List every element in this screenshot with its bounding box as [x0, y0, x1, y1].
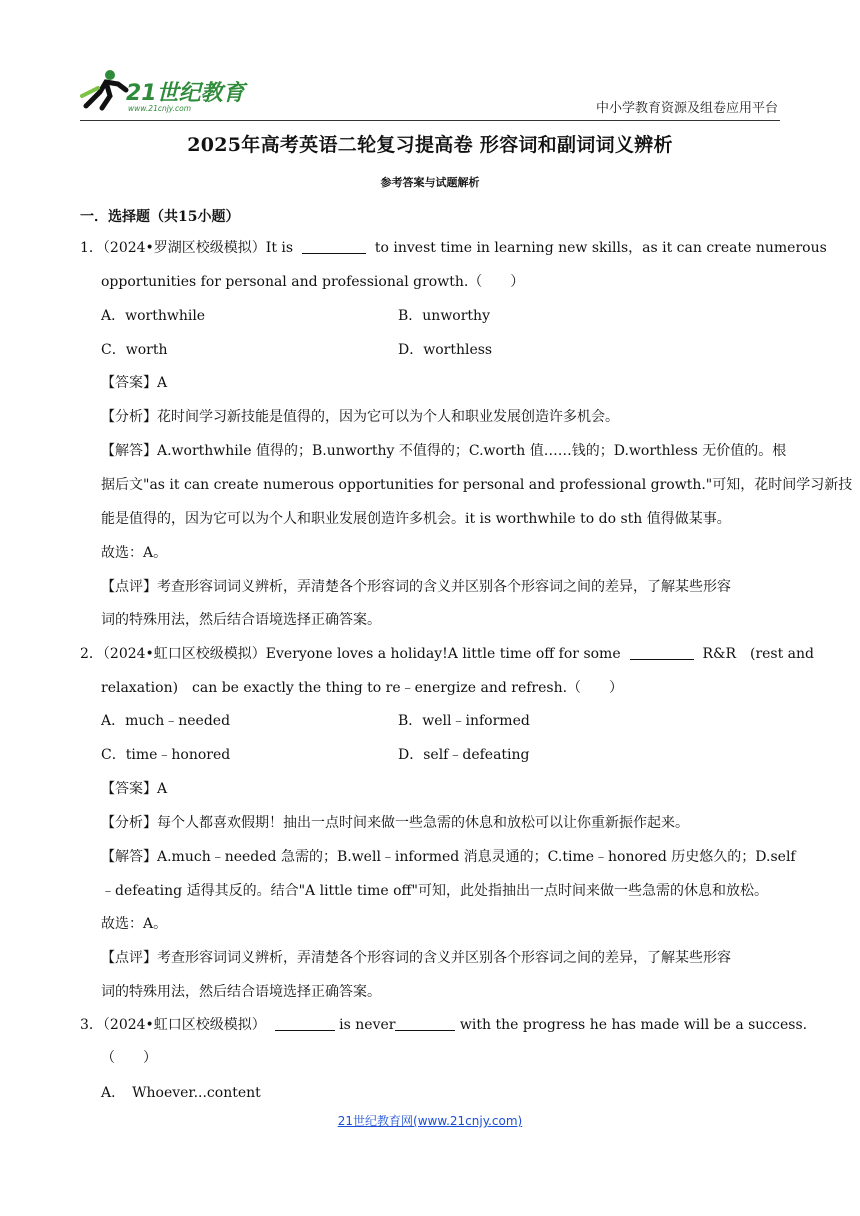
q1-comment-line2: 词的特殊用法，然后结合语境选择正确答案。 — [101, 612, 381, 628]
page-title: 2025年高考英语二轮复习提高卷 形容词和副词词义辨析 — [187, 134, 673, 156]
q2-stem-line1: 2．（2024•虹口区校级模拟）Everyone loves a holiday!A little time off for some R&R (rest and — [80, 646, 815, 662]
q1-option-c: C．worth — [101, 342, 168, 358]
svg-text:www.21cnjy.com: www.21cnjy.com — [128, 104, 192, 113]
page-footer — [0, 1112, 860, 1129]
q2-option-b: B．well﹣informed — [398, 713, 530, 729]
runner-logo-icon — [80, 66, 260, 114]
q2-option-d: D．self﹣defeating — [398, 747, 530, 763]
q2-analysis: 【分析】每个人都喜欢假期！抽出一点时间来做一些急需的休息和放松可以让你重新振作起来。 — [101, 815, 689, 831]
q3-option-a: A． Whoever...content — [101, 1085, 261, 1101]
platform-name: 中小学教育资源及组卷应用平台 — [595, 101, 778, 116]
q1-option-d: D．worthless — [398, 342, 493, 358]
q1-option-b: B．unworthy — [398, 308, 490, 324]
q1-analysis: 【分析】花时间学习新技能是值得的，因为它可以为个人和职业发展创造许多机会。 — [101, 409, 619, 425]
q2-solution-line2: ﹣defeating 适得其反的。结合"A little time off"可知，此处指抽出一点时间来做一些急需的休息和放松。 — [101, 883, 768, 899]
q1-stem-line1: 1．（2024•罗湖区校级模拟）It is to invest time in learning new skills，as it can create numerous — [80, 240, 827, 256]
section-heading: 一．选择题（共15小题） — [80, 209, 240, 225]
q2-choice: 故选：A。 — [101, 916, 168, 932]
q1-stem-line2: opportunities for personal and professional growth.（ ） — [101, 274, 525, 290]
q1-solution-line3: 能是值得的，因为它可以为个人和职业发展创造许多机会。it is worthwhile to do sth 值得做某事。 — [101, 511, 731, 527]
q1-solution-line2: 据后文"as it can create numerous opportunities for personal and professional growth."可知，花时间学习新技 — [101, 477, 853, 493]
q2-option-c: C．time﹣honored — [101, 747, 231, 763]
q3-stem-line2: （ ） — [101, 1050, 157, 1066]
footer-link[interactable]: 21世纪教育网(www.21cnjy.com) — [337, 1114, 523, 1128]
answer-blank — [395, 1016, 455, 1031]
q2-stem-line2: relaxation) can be exactly the thing to re﹣energize and refresh.（ ） — [101, 680, 624, 696]
q2-comment-line1: 【点评】考查形容词词义辨析，弄清楚各个形容词的含义并区别各个形容词之间的差异，了解某些形容 — [101, 950, 731, 966]
page-subtitle: 参考答案与试题解析 — [380, 176, 480, 189]
answer-blank — [630, 645, 694, 660]
q2-comment-line2: 词的特殊用法，然后结合语境选择正确答案。 — [101, 984, 381, 1000]
q1-option-a: A．worthwhile — [101, 308, 206, 324]
page-header — [80, 66, 780, 121]
q1-choice: 故选：A。 — [101, 545, 168, 561]
logo — [80, 66, 260, 112]
q1-answer: 【答案】A — [101, 375, 168, 391]
q2-option-a: A．much﹣needed — [101, 713, 231, 729]
answer-blank — [302, 239, 366, 254]
q2-answer: 【答案】A — [101, 781, 168, 797]
answer-blank — [275, 1016, 335, 1031]
q2-solution-line1: 【解答】A.much﹣needed 急需的；B.well﹣informed 消息灵通的；C.time﹣honored 历史悠久的；D.self — [101, 849, 796, 865]
svg-text:21世纪教育: 21世纪教育 — [126, 81, 245, 106]
q3-stem-line1: 3．（2024•虹口区校级模拟） is never with the progress he has made will be a success. — [80, 1017, 808, 1033]
q1-solution-line1: 【解答】A.worthwhile 值得的；B.unworthy 不值得的；C.worth 值……钱的；D.worthless 无价值的。根 — [101, 443, 787, 459]
q1-comment-line1: 【点评】考查形容词词义辨析，弄清楚各个形容词的含义并区别各个形容词之间的差异，了解某些形容 — [101, 579, 731, 595]
